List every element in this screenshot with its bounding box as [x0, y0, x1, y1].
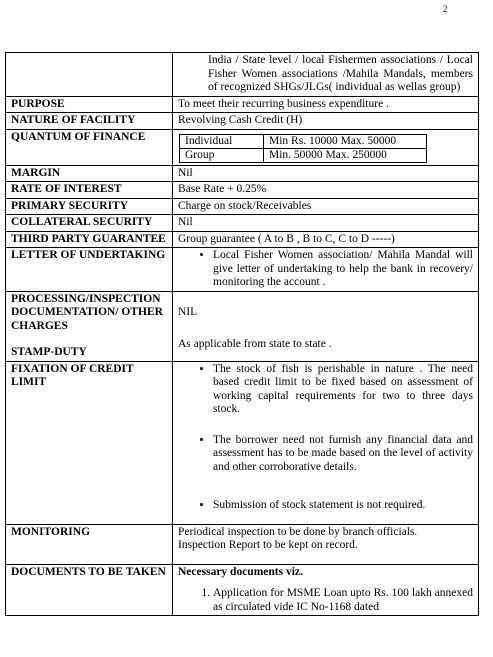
rate-row [6, 182, 479, 199]
quantum-type: Individual [180, 134, 264, 148]
primary-security-value: Charge on stock/Receivables [173, 198, 479, 215]
quantum-amount: Min. 50000 Max. 250000 [264, 148, 427, 162]
stamp-duty-label: STAMP-DUTY [11, 346, 87, 358]
eligibility-continued-text: India / State level / local Fishermen associations / Local Fisher Women associations /Mahila Mandals, members of recognized SHGs/JLGs( individual as wellas group) [173, 53, 479, 97]
documents-item: 1. Application for MSME Loan upto Rs. 100 lakh annexed as circulated vide IC No-1168 dated [213, 587, 473, 614]
third-party-label: THIRD PARTY GUARANTEE [6, 231, 173, 248]
third-party-row [6, 231, 479, 248]
documents-heading: Necessary documents viz. [178, 565, 303, 578]
loan-scheme-table [5, 52, 479, 616]
third-party-value: Group guarantee ( A to B , B to C, C to D -----) [173, 231, 479, 248]
fixation-list [178, 363, 473, 523]
primary-security-row [6, 198, 479, 215]
processing-value: NIL [178, 305, 198, 318]
stamp-duty-value: As applicable from state to state . [178, 338, 332, 350]
margin-row [6, 165, 479, 182]
quantum-label: QUANTUM OF FINANCE [6, 129, 173, 165]
facility-value: Revolving Cash Credit (H) [173, 113, 479, 130]
fixation-label: FIXATION OF CREDIT LIMIT [6, 361, 173, 524]
rate-value: Base Rate + 0.25% [173, 182, 479, 199]
eligibility-row [6, 53, 479, 97]
purpose-value: To meet their recurring business expenditure . [173, 96, 479, 113]
fixation-bullet: • The borrower need not furnish any financial data and assessment has to be made based on the level of activity and other corroborative details. [213, 434, 473, 475]
quantum-row [6, 129, 479, 165]
monitoring-row [6, 524, 479, 564]
documents-row [6, 564, 479, 616]
documents-list [178, 587, 473, 614]
undertaking-bullet: • Local Fisher Women association/ Mahila Mandal will give letter of undertaking to help the bank in recovery/ monitoring the account . [213, 249, 473, 290]
quantum-subtable [179, 134, 427, 163]
primary-security-label: PRIMARY SECURITY [6, 198, 173, 215]
processing-label: PROCESSING/INSPECTION DOCUMENTATION/ OTHER CHARGES [11, 292, 163, 332]
quantum-row-individual [180, 134, 427, 148]
undertaking-list [178, 249, 473, 290]
processing-row [6, 291, 479, 361]
documents-label: DOCUMENTS TO BE TAKEN [6, 564, 173, 616]
facility-label: NATURE OF FACILITY [6, 113, 173, 130]
monitoring-line-1: Periodical inspection to be done by branch officials. [178, 525, 418, 538]
margin-value: Nil [173, 165, 479, 182]
quantum-row-group [180, 148, 427, 162]
quantum-type: Group [180, 148, 264, 162]
collateral-row [6, 215, 479, 232]
undertaking-label: LETTER OF UNDERTAKING [6, 248, 173, 292]
rate-label: RATE OF INTEREST [6, 182, 173, 199]
quantum-amount: Min Rs. 10000 Max. 50000 [264, 134, 427, 148]
facility-row [6, 113, 479, 130]
fixation-bullet: • The stock of fish is perishable in nature . The need based credit limit to be fixed based on assessment of working capital requirements for two to three days stock. [213, 363, 473, 417]
collateral-label: COLLATERAL SECURITY [6, 215, 173, 232]
monitoring-line-2: Inspection Report to be kept on record. [178, 539, 358, 551]
margin-label: MARGIN [6, 165, 173, 182]
fixation-row [6, 361, 479, 524]
fixation-bullet: • Submission of stock statement is not required. [213, 499, 473, 513]
purpose-row [6, 96, 479, 113]
purpose-label: PURPOSE [6, 96, 173, 113]
undertaking-row [6, 248, 479, 292]
collateral-value: Nil [173, 215, 479, 232]
page-number: 2 [443, 4, 448, 14]
monitoring-label: MONITORING [6, 524, 173, 564]
